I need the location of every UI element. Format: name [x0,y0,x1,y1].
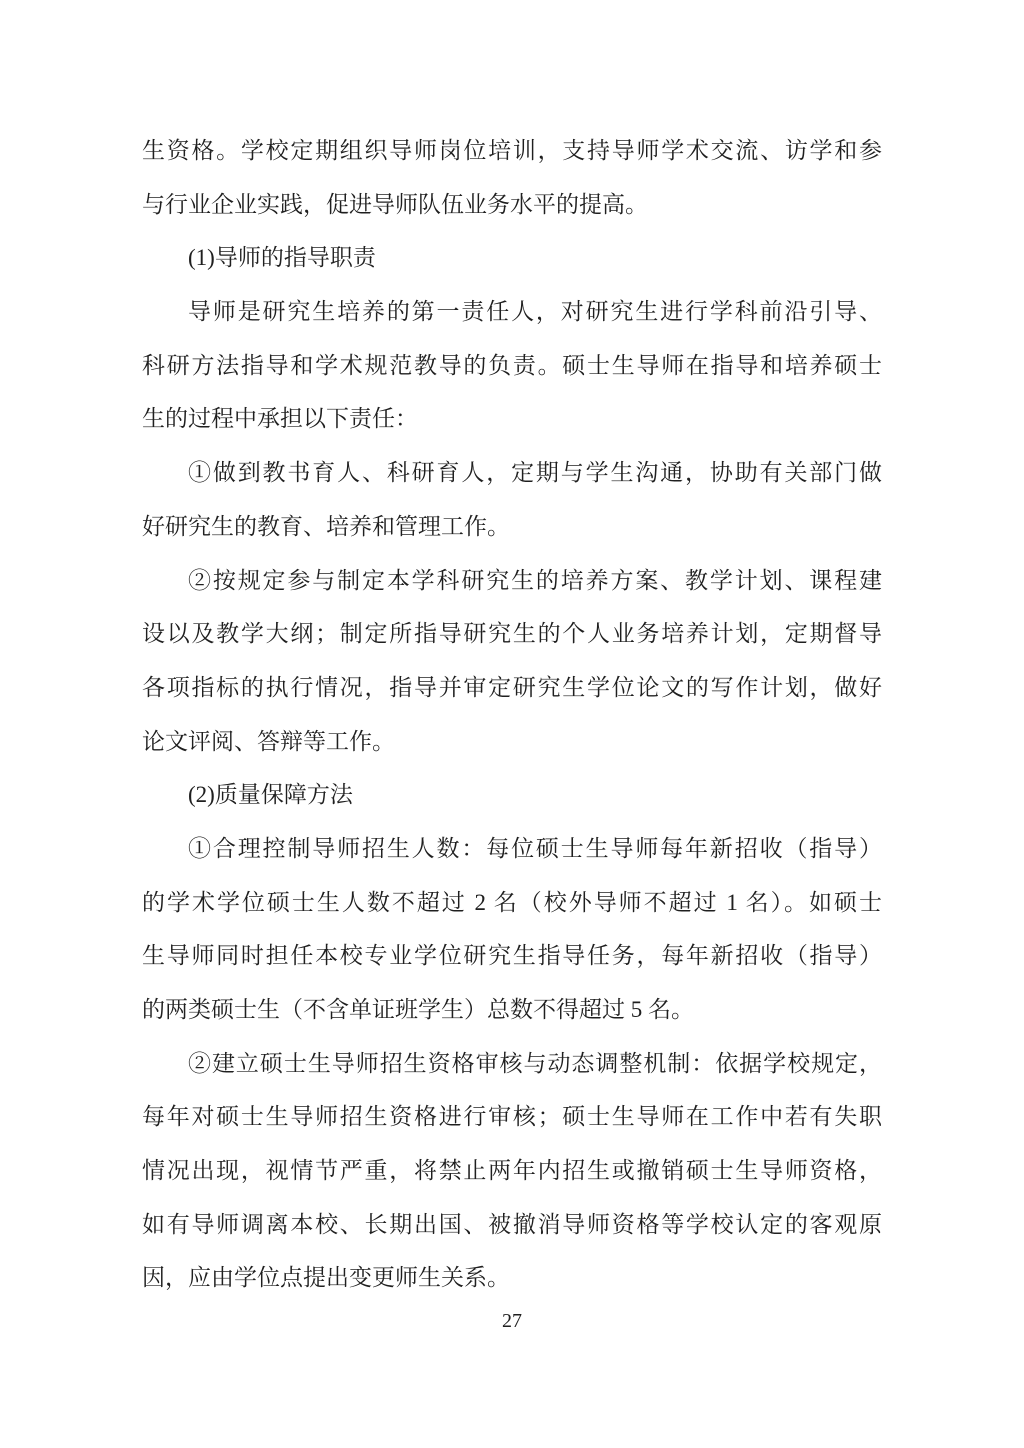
text-line: 生导师同时担任本校专业学位研究生指导任务，每年新招收（指导） [142,943,882,969]
text-line: (1)导师的指导职责 [188,245,376,271]
text-line: 的学术学位硕士生人数不超过 2 名（校外导师不超过 1 名）。如硕士 [142,889,882,915]
text-line: 生的过程中承担以下责任： [142,406,418,432]
text-line: 好研究生的教育、培养和管理工作。 [142,513,510,539]
text-line: 的两类硕士生（不含单证班学生）总数不得超过 5 名。 [142,997,694,1022]
text-line: 科研方法指导和学术规范教导的负责。硕士生导师在指导和培养硕士 [142,352,882,378]
text-line: 情况出现，视情节严重，将禁止两年内招生或撤销硕士生导师资格， [142,1158,882,1184]
text-line: 生资格。学校定期组织导师岗位培训，支持导师学术交流、访学和参 [142,138,882,163]
text-line: 与行业企业实践，促进导师队伍业务水平的提高。 [142,191,648,217]
document-body [142,124,882,1305]
text-line: (2)质量保障方法 [188,782,353,808]
text-line: 设以及教学大纲；制定所指导研究生的个人业务培养计划，定期督导 [142,621,882,647]
text-line: 如有导师调离本校、长期出国、被撤消导师资格等学校认定的客观原 [142,1211,882,1237]
text-line: ②建立硕士生导师招生资格审核与动态调整机制：依据学校规定， [188,1050,882,1076]
text-line: ①合理控制导师招生人数：每位硕士生导师每年新招收（指导） [188,835,882,861]
text-line: ①做到教书育人、科研育人，定期与学生沟通，协助有关部门做 [188,460,882,486]
text-line: 论文评阅、答辩等工作。 [142,728,395,754]
page-number: 27 [502,1310,522,1332]
text-line: 导师是研究生培养的第一责任人，对研究生进行学科前沿引导、 [188,299,882,325]
text-line: 每年对硕士生导师招生资格进行审核；硕士生导师在工作中若有失职 [142,1104,882,1130]
text-line: ②按规定参与制定本学科研究生的培养方案、教学计划、课程建 [188,567,882,593]
text-line: 因，应由学位点提出变更师生关系。 [142,1265,510,1291]
text-line: 各项指标的执行情况，指导并审定研究生学位论文的写作计划，做好 [142,674,882,700]
